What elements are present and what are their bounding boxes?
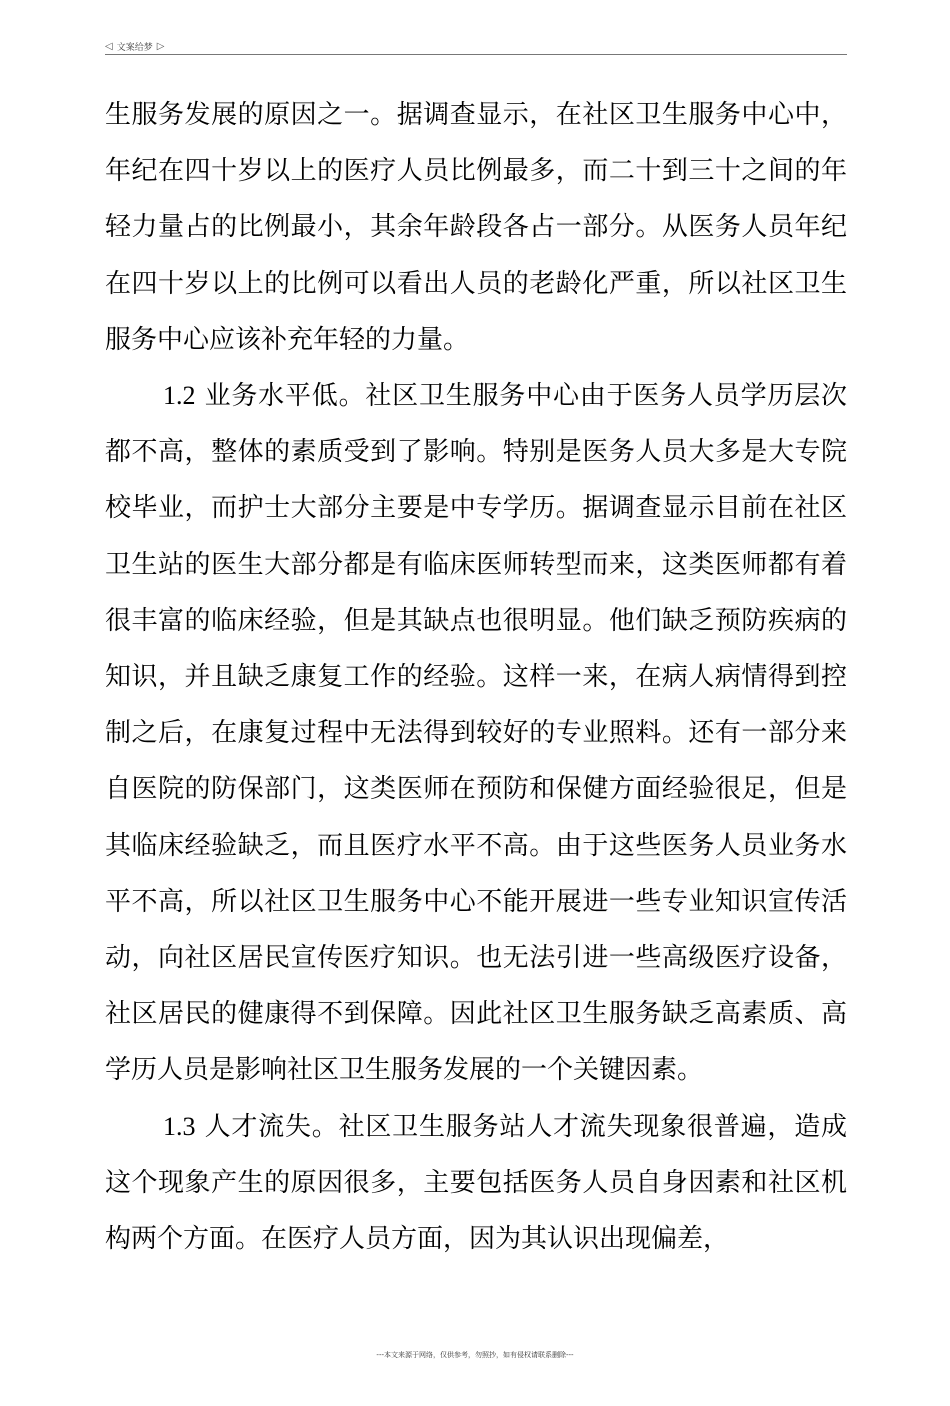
paragraph-continued bbox=[105, 87, 847, 368]
paragraph-1-2 bbox=[105, 368, 847, 1099]
paragraph-text: 人才流失。社区卫生服务站人才流失现象很普遍，造成这个现象产生的原因很多，主要包括医务人员自身因素和社区机构两个方面。在医疗人员方面，因为其认识出现偏差， bbox=[105, 1111, 847, 1255]
header-rule bbox=[105, 54, 847, 55]
page-footer: ---本文来源于网络，仅供参考，勿照抄，如有侵权请联系删除--- bbox=[376, 1351, 574, 1359]
header-text: 文案给梦 bbox=[116, 42, 153, 53]
section-number: 1.3 bbox=[163, 1111, 196, 1141]
paragraph-text: 生服务发展的原因之一。据调查显示，在社区卫生服务中心中，年纪在四十岁以上的医疗人员比例最多，而二十到三十之间的年轻力量占的比例最小，其余年龄段各占一部分。从医务人员年纪在四十岁以上的比例可以看出人员的老龄化严重，所以社区卫生服务中心应该补充年轻的力量。 bbox=[105, 100, 847, 355]
section-number: 1.2 bbox=[163, 381, 196, 411]
paragraph-1-3 bbox=[105, 1099, 847, 1268]
paragraph-text: 业务水平低。社区卫生服务中心由于医务人员学历层次都不高，整体的素质受到了影响。特别是医务人员大多是大专院校毕业，而护士大部分主要是中专学历。据调查显示目前在社区卫生站的医生大部分都是有临床医师转型而来，这类医师都有着很丰富的临床经验，但是其缺点也很明显。他们缺乏预防疾病的知识，并且缺乏康复工作的经验。这样一来，在病人病情得到控制之后，在康复过程中无法得到较好的专业照料。还有一部分来自医院的防保部门，这类医师在预防和保健方面经验很足，但是其临床经验缺乏，而且医疗水平不高。由于这些医务人员业务水平不高，所以社区卫生服务中心不能开展进一些专业知识宣传活动，向社区居民宣传医疗知识。也无法引进一些高级医疗设备，社区居民的健康得不到保障。因此社区卫生服务缺乏高素质、高学历人员是影响社区卫生服务发展的一个关键因素。 bbox=[105, 381, 847, 1086]
body-text bbox=[105, 87, 847, 1267]
left-triangle-icon: ◁ bbox=[105, 40, 113, 52]
right-triangle-icon: ▷ bbox=[156, 40, 165, 52]
page-header bbox=[105, 38, 164, 54]
